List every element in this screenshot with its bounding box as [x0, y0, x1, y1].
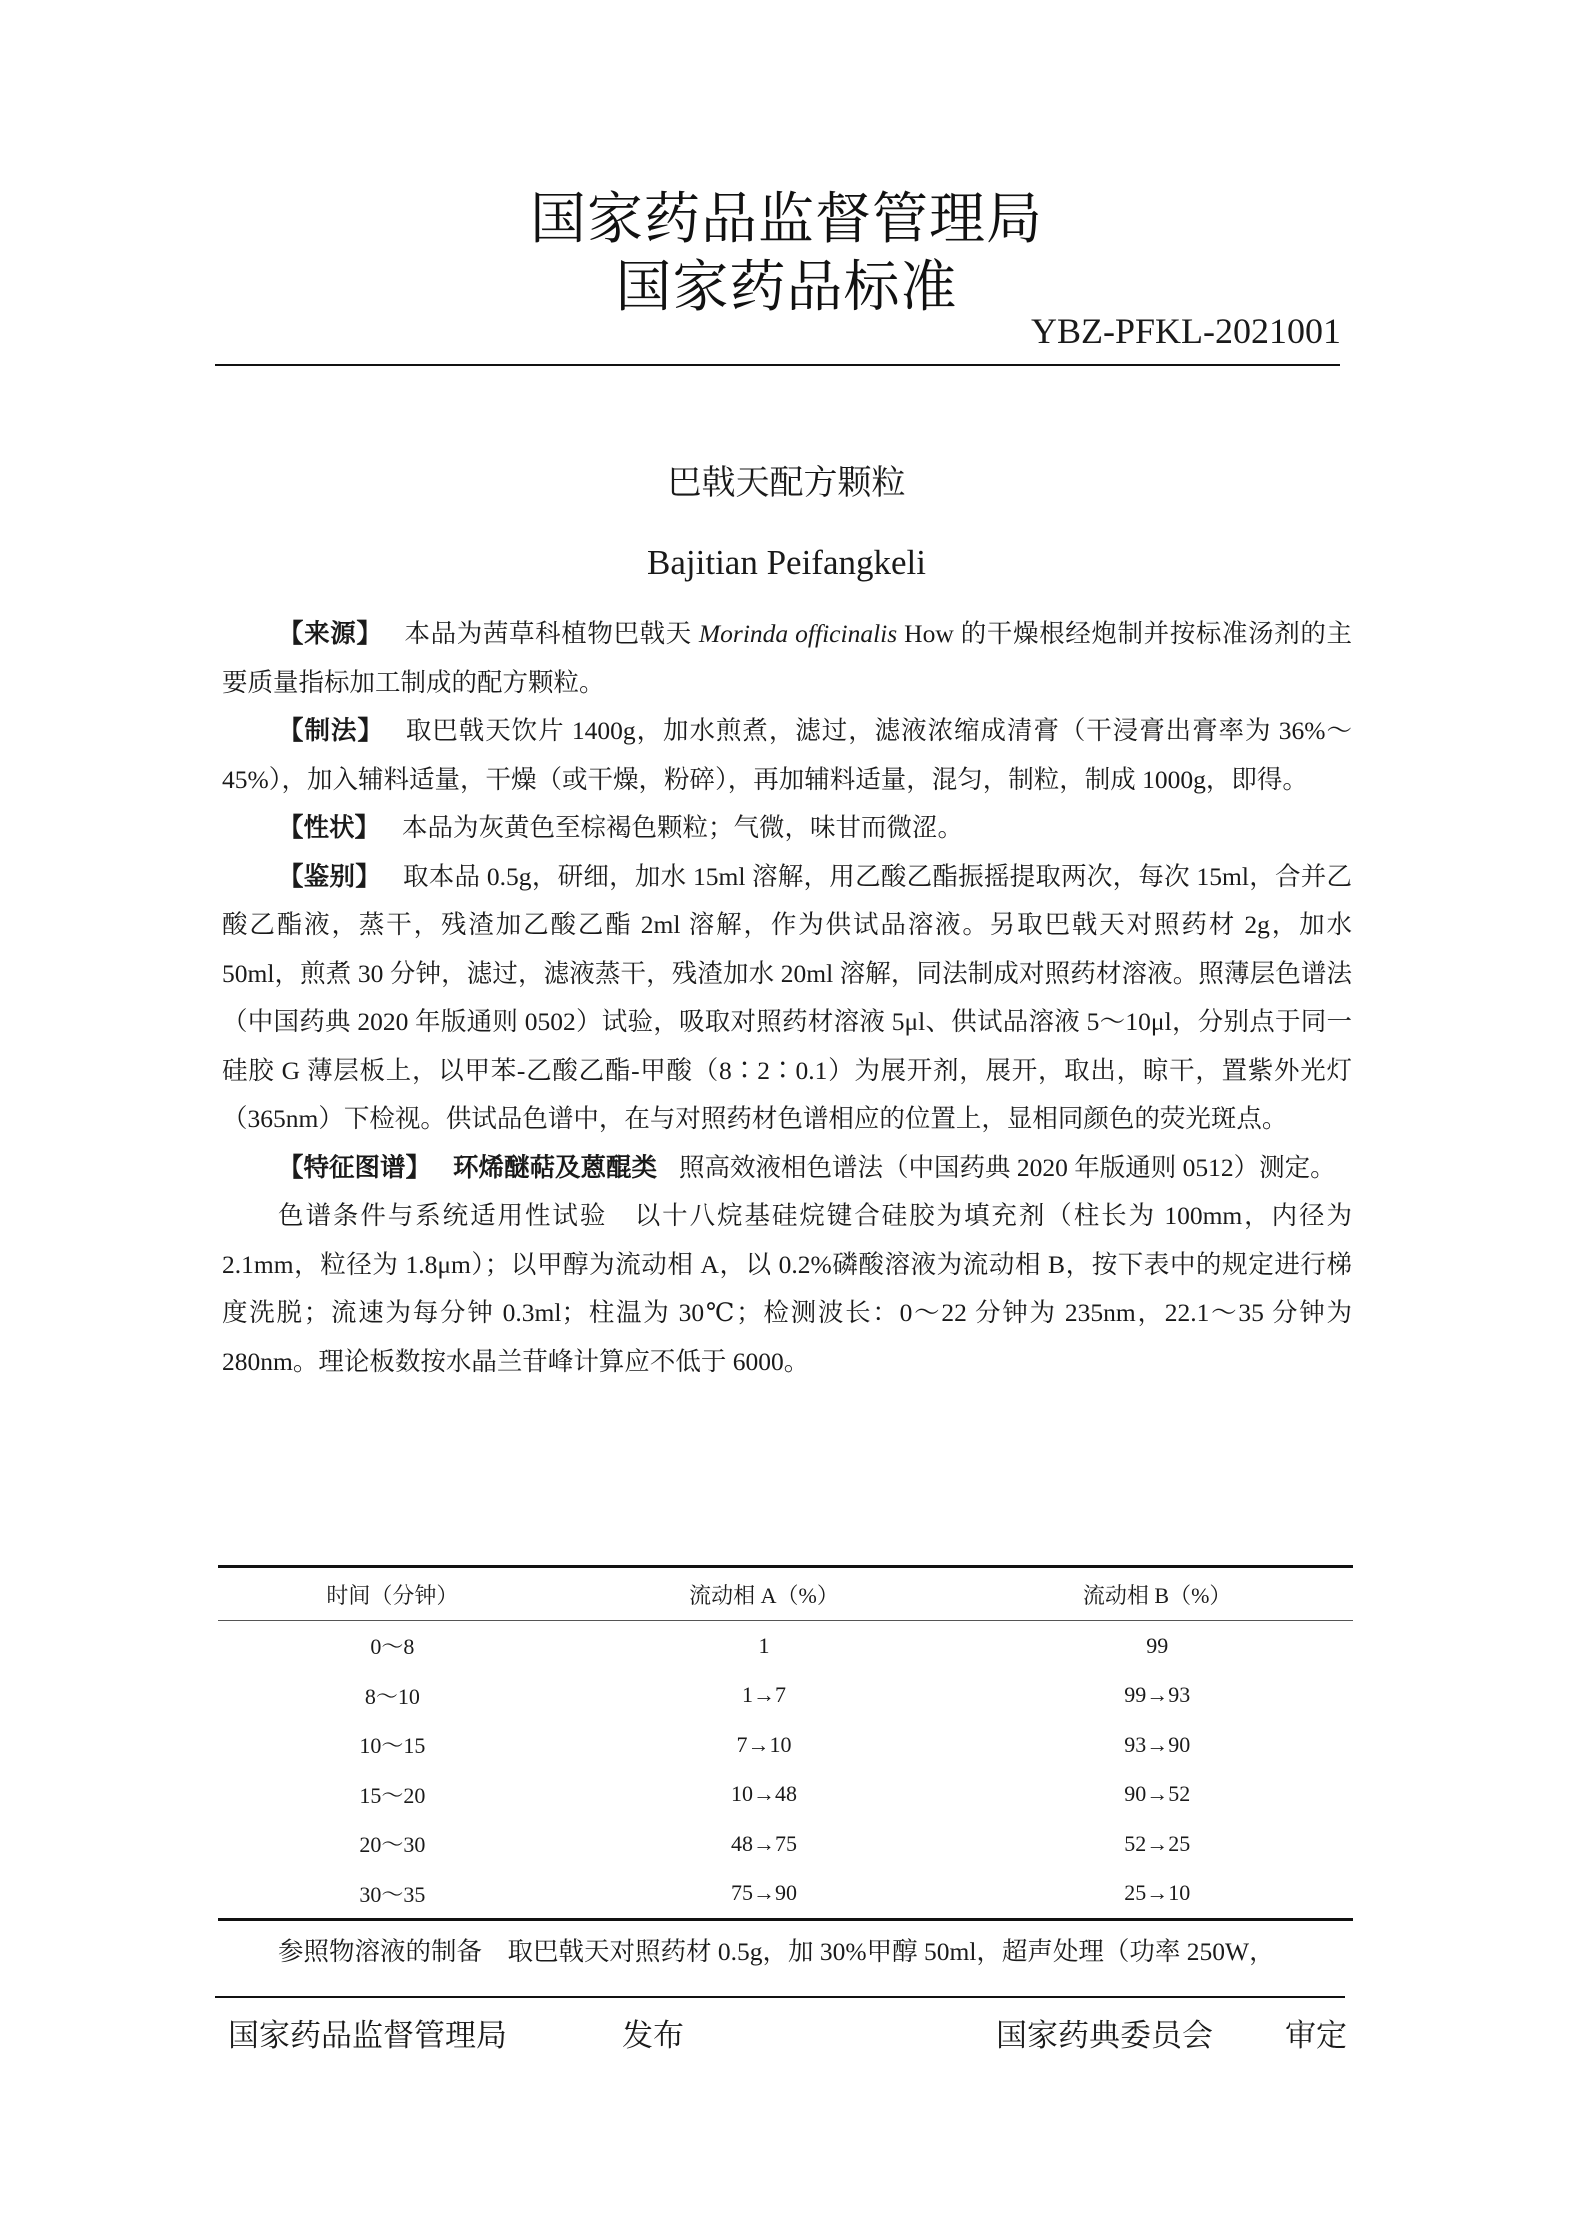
- table-cell: 25→10: [1124, 1880, 1191, 1906]
- table-cell: 75→90: [731, 1880, 798, 1906]
- document-title: 巴戟天配方颗粒: [667, 463, 906, 503]
- table-row: [218, 1869, 1353, 1920]
- table-row: [218, 1671, 1353, 1721]
- table-cell: 90→52: [1124, 1781, 1191, 1807]
- standard-number: YBZ-PFKL-2021001: [1030, 311, 1341, 351]
- section-preparation: [222, 707, 1352, 804]
- header-rule: [215, 364, 1340, 366]
- table-cell: 93→90: [1124, 1731, 1191, 1757]
- section-text: 取巴戟天饮片 1400g，加水煎煮，滤过，滤液浓缩成清膏（干浸膏出膏率为 36%～45%），加入辅料适量，干燥（或干燥，粉碎），再加辅料适量，混匀，制粒，制成 1000g，即得。: [222, 716, 1352, 794]
- table-cell: 52→25: [1124, 1830, 1191, 1856]
- section-source: [222, 610, 1352, 707]
- table-header-cell: 时间（分钟）: [218, 1567, 567, 1621]
- section-tag: 【来源】: [278, 619, 383, 649]
- section-chromatography: [222, 1192, 1352, 1386]
- footer-publish-label: 发布: [622, 2018, 684, 2054]
- section-tag: 【特征图谱】: [278, 1152, 432, 1183]
- table-row: [218, 1720, 1353, 1770]
- section-text: How 的干燥根经炮制并按标准汤剂的主要质量指标加工制成的配方颗粒。: [222, 619, 1352, 697]
- header-title-line1: 国家药品监督管理局: [530, 187, 1043, 252]
- section-fingerprint: [222, 1144, 1352, 1193]
- table-cell: 99: [1146, 1632, 1169, 1658]
- table-cell: 99→93: [1124, 1682, 1191, 1708]
- table-cell: 10～15: [359, 1733, 426, 1759]
- table-cell: 48→75: [731, 1830, 798, 1856]
- section-characteristics: [222, 804, 1352, 853]
- section-text: 本品为茜草科植物巴戟天: [404, 619, 699, 648]
- section-text: 照高效液相色谱法（中国药典 2020 年版通则 0512）测定。: [679, 1152, 1336, 1182]
- table-cell: 20～30: [359, 1832, 426, 1858]
- footer-publisher: 国家药品监督管理局: [228, 2018, 507, 2054]
- header-title-line2: 国家药品标准: [615, 255, 958, 320]
- footer-review-label: 审定: [1285, 2018, 1347, 2054]
- closing-text: 参照物溶液的制备 取巴戟天对照药材 0.5g，加 30%甲醇 50ml，超声处理（功率 250W，: [278, 1937, 1275, 1966]
- latin-name: Morinda officinalis: [698, 619, 898, 648]
- document-title-pinyin: Bajitian Peifangkeli: [647, 543, 926, 582]
- section-text: 本品为灰黄色至棕褐色颗粒；气微，味甘而微涩。: [402, 813, 964, 842]
- table-cell: 10→48: [731, 1781, 798, 1807]
- table-row: [218, 1770, 1353, 1820]
- section-tag: 【制法】: [278, 716, 384, 746]
- footer-rule: [215, 1996, 1345, 1998]
- table-cell: 30～35: [359, 1881, 426, 1907]
- table-header-cell: 流动相 B（%）: [961, 1567, 1353, 1621]
- footer-reviewer: 国家药典委员会: [996, 2018, 1213, 2054]
- section-tag: 【鉴别】: [278, 861, 382, 892]
- table-row: [218, 1621, 1353, 1671]
- table-cell: 0～8: [370, 1634, 415, 1660]
- document-body: [222, 610, 1352, 1386]
- table-cell: 15～20: [359, 1782, 426, 1808]
- section-identification: [222, 853, 1352, 1144]
- table-header-cell: 流动相 A（%）: [567, 1567, 962, 1621]
- closing-paragraph: [222, 1928, 1352, 1976]
- table-cell: 1→7: [742, 1682, 787, 1708]
- table-cell: 7→10: [736, 1731, 792, 1757]
- section-text: 色谱条件与系统适用性试验 以十八烷基硅烷键合硅胶为填充剂（柱长为 100mm，内径为 2.1mm，粒径为 1.8μm）；以甲醇为流动相 A，以 0.2%磷酸溶液为流动相 B，按下表中的规定进行梯度洗脱；流速为每分钟 0.3ml；柱温为 30℃；检测波长：0～22 分钟为 235nm，22.1～35 分钟为 280nm。理论板数按水晶兰苷峰计算应不低于 6000。: [222, 1201, 1352, 1376]
- gradient-table: [218, 1565, 1353, 1921]
- section-subtitle: 环烯醚萜及蒽醌类: [453, 1152, 658, 1183]
- table-row: [218, 1819, 1353, 1869]
- table-cell: 1: [758, 1632, 770, 1658]
- section-text: 取本品 0.5g，研细，加水 15ml 溶解，用乙酸乙酯振摇提取两次，每次 15ml，合并乙酸乙酯液，蒸干，残渣加乙酸乙酯 2ml 溶解，作为供试品溶液。另取巴戟天对照药材 2g，加水 50ml，煎煮 30 分钟，滤过，滤液蒸干，残渣加水 20ml 溶解，同法制成对照药材溶液。照薄层色谱法（中国药典 2020 年版通则 0502）试验，吸取对照药材溶液 5μl、供试品溶液 5～10μl，分别点于同一硅胶 G 薄层板上，以甲苯-乙酸乙酯-甲酸（8∶2∶0.1）为展开剂，展开，取出，晾干，置紫外光灯（365nm）下检视。供试品色谱中，在与对照药材色谱相应的位置上，显相同颜色的荧光斑点。: [222, 861, 1352, 1133]
- table-header-row: [218, 1567, 1353, 1621]
- table-cell: 8～10: [364, 1683, 420, 1709]
- section-tag: 【性状】: [278, 813, 381, 843]
